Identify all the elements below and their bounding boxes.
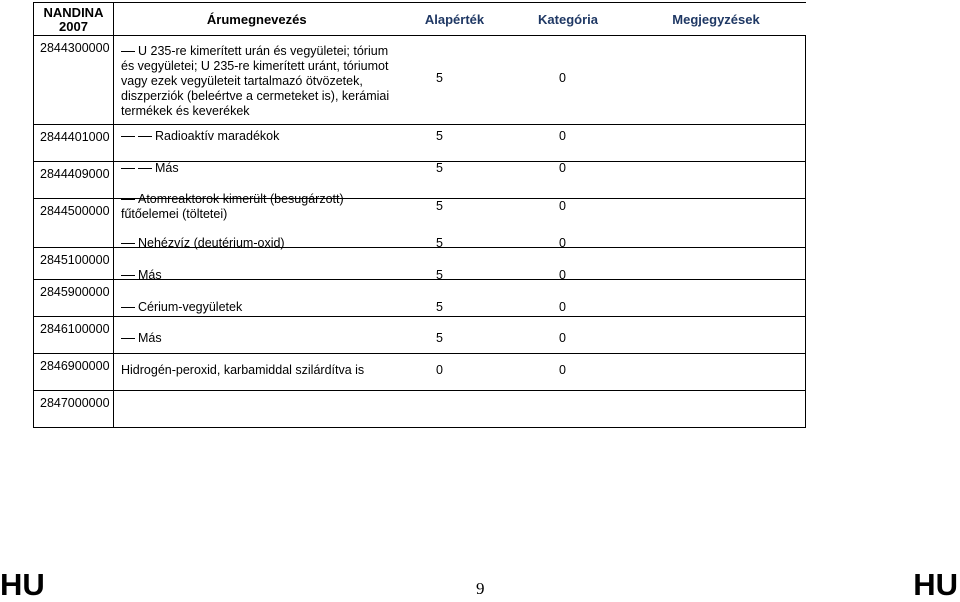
- row-description-text: Más: [138, 331, 162, 345]
- header-base: Alapérték: [400, 3, 510, 36]
- row-description-text: Más: [138, 268, 162, 282]
- row-category-value: 0: [559, 363, 566, 377]
- dash-marker: [121, 275, 135, 276]
- row-code: 2846900000: [34, 354, 114, 391]
- row-description-text: Más: [155, 161, 179, 175]
- row-description-text: Atomreaktorok kimerült (besugárzott) fűtőelemei (töltetei): [121, 192, 344, 221]
- footer-country-right: HU: [913, 567, 958, 602]
- row-code: 2845100000: [34, 248, 114, 280]
- table-row: [34, 391, 806, 428]
- row-base-value: 5: [436, 199, 443, 213]
- row-description-text: U 235-re kimerített urán és vegyületei; tórium és vegyületei; U 235-re kimerített uránt, tóriumot vagy ezek vegyületeit tartalmazó ötvözetek, diszperziók (beleértve a cermeteket is), kerámiai termékek és keverékek: [121, 44, 390, 118]
- row-code: 2846100000: [34, 317, 114, 354]
- row-description: [121, 192, 381, 222]
- header-name: Árumegnevezés: [114, 3, 400, 36]
- footer-country-left: HU: [0, 567, 45, 602]
- row-base-value: 5: [436, 331, 443, 345]
- dash-marker: [138, 136, 152, 137]
- dash-marker: [138, 168, 152, 169]
- dash-marker: [121, 338, 135, 339]
- row-category-value: 0: [559, 161, 566, 175]
- row-base-value: 5: [436, 129, 443, 143]
- row-description-text: Hidrogén-peroxid, karbamiddal szilárdítva is: [121, 363, 365, 377]
- row-description: [121, 268, 162, 283]
- header-notes: Megjegyzések: [627, 3, 806, 36]
- dash-marker: [121, 168, 135, 169]
- row-code: 2844500000: [34, 199, 114, 248]
- page-number: 9: [476, 579, 485, 598]
- dash-marker: [121, 243, 135, 244]
- row-category-value: 0: [559, 331, 566, 345]
- dash-marker: [121, 51, 135, 52]
- row-category-value: 0: [559, 236, 566, 250]
- row-description-text: Nehézvíz (deutérium-oxid): [138, 236, 285, 250]
- row-description: [121, 44, 391, 119]
- header-code: NANDINA 2007: [34, 3, 114, 36]
- row-code: 2844409000: [34, 162, 114, 199]
- row-base-value: 5: [436, 161, 443, 175]
- row-category-value: 0: [559, 268, 566, 282]
- header-category: Kategória: [510, 3, 627, 36]
- row-base-value: 0: [436, 363, 443, 377]
- row-category-value: 0: [559, 199, 566, 213]
- row-code: 2844401000: [34, 125, 114, 162]
- row-base-value: 5: [436, 236, 443, 250]
- dash-marker: [121, 199, 135, 200]
- row-description-text: Cérium-vegyületek: [138, 300, 243, 314]
- row-base-value: 5: [436, 268, 443, 282]
- row-description: [121, 129, 279, 144]
- dash-marker: [121, 136, 135, 137]
- row-code: 2847000000: [34, 391, 114, 428]
- row-description: [121, 300, 242, 315]
- row-description: [121, 363, 364, 378]
- dash-marker: [121, 307, 135, 308]
- row-description-text: Radioaktív maradékok: [155, 129, 280, 143]
- row-category-value: 0: [559, 300, 566, 314]
- row-category-value: 0: [559, 129, 566, 143]
- row-description: [121, 236, 285, 251]
- row-description: [121, 331, 162, 346]
- row-code: 2845900000: [34, 280, 114, 317]
- row-category-value: 0: [559, 71, 566, 85]
- row-base-value: 5: [436, 71, 443, 85]
- row-code: 2844300000: [34, 36, 114, 125]
- table-header-row: [34, 3, 806, 36]
- row-description: [121, 161, 179, 176]
- row-base-value: 5: [436, 300, 443, 314]
